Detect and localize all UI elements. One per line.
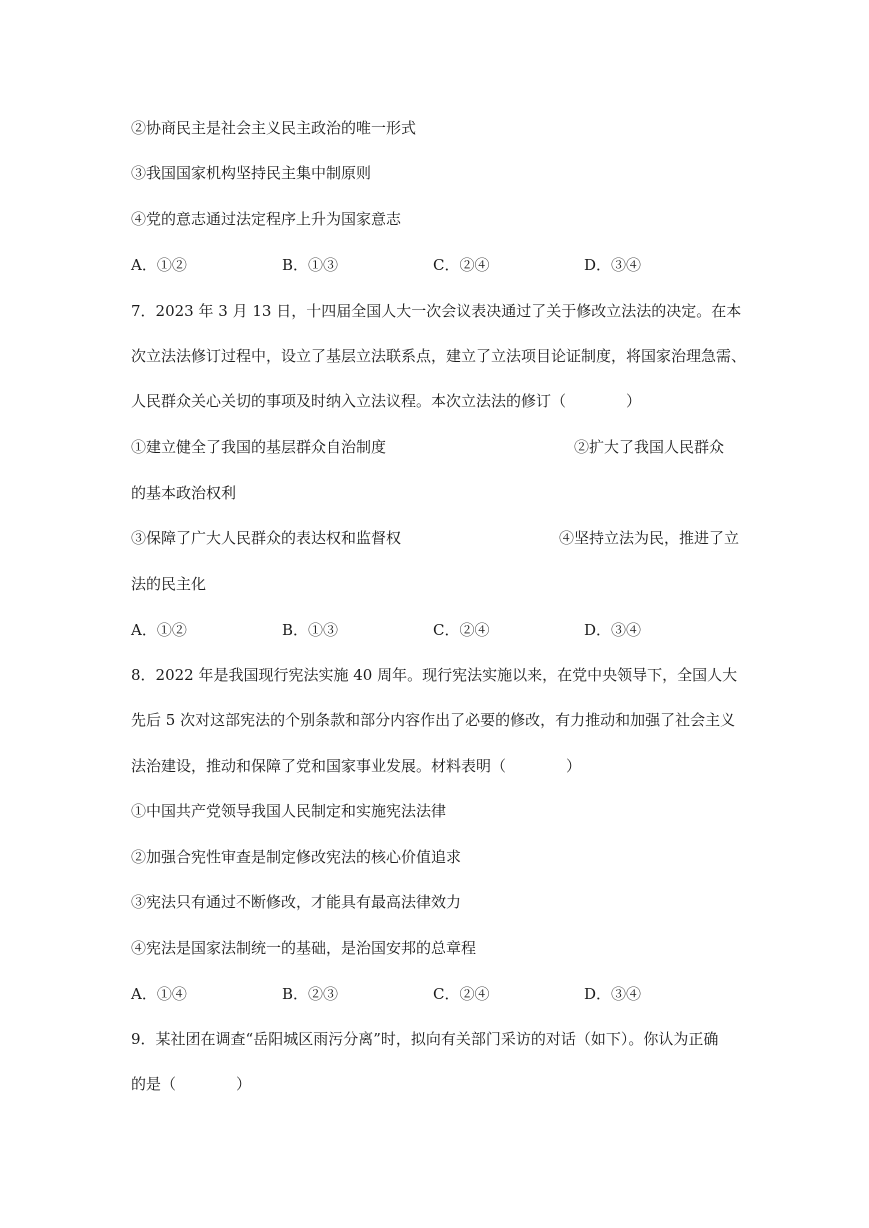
- q6-statement-2: ②协商民主是社会主义民主政治的唯一形式: [131, 119, 417, 137]
- q8-stem-line-1: 8．2022 年是我国现行宪法实施 40 周年。现行宪法实施以来，在党中央领导下，全国人大: [131, 666, 738, 684]
- q7-stem-line-2: 次立法法修订过程中，设立了基层立法联系点，建立了立法项目论证制度，将国家治理急需、: [131, 347, 747, 365]
- q6-statement-3: ③我国国家机构坚持民主集中制原则: [131, 164, 372, 182]
- q6-option-c: C．②④: [433, 256, 490, 274]
- q6-statement-4: ④党的意志通过法定程序上升为国家意志: [131, 210, 402, 228]
- q7-stem-line-3: 人民群众关心关切的事项及时纳入立法议程。本次立法法的修订（ ）: [131, 392, 642, 410]
- q8-stem-line-3: 法治建设，推动和保障了党和国家事业发展。材料表明（ ）: [131, 757, 582, 775]
- q7-statement-4: ④坚持立法为民，推进了立: [559, 529, 740, 547]
- q7-statement-row-1: [131, 436, 738, 458]
- q7-statement-2: ②扩大了我国人民群众: [574, 438, 725, 456]
- q8-option-a: A．①④: [131, 985, 187, 1003]
- q8-option-b: B．②③: [282, 985, 339, 1003]
- q8-statement-2: ②加强合宪性审查是制定修改宪法的核心价值追求: [131, 848, 462, 866]
- q7-option-b: B．①③: [282, 621, 339, 639]
- q6-option-d: D．③④: [584, 256, 642, 274]
- q9-stem-line-1: 9．某社团在调查“岳阳城区雨污分离”时，拟向有关部门采访的对话（如下）。你认为正确: [131, 1030, 719, 1048]
- q8-option-c: C．②④: [433, 985, 490, 1003]
- q7-option-d: D．③④: [584, 621, 642, 639]
- q7-option-c: C．②④: [433, 621, 490, 639]
- q6-option-a: A．①②: [131, 256, 187, 274]
- q8-statement-3: ③宪法只有通过不断修改，才能具有最高法律效力: [131, 893, 462, 911]
- q8-option-d: D．③④: [584, 985, 642, 1003]
- q7-statement-3: ③保障了广大人民群众的表达权和监督权: [131, 529, 402, 547]
- q7-statement-4-cont: 法的民主化: [131, 575, 207, 593]
- q8-statement-4: ④宪法是国家法制统一的基础，是治国安邦的总章程: [131, 939, 477, 957]
- q7-stem-line-1: 7．2023 年 3 月 13 日，十四届全国人大一次会议表决通过了关于修改立法法的决定。在本: [131, 302, 742, 320]
- q7-statement-2-cont: 的基本政治权利: [131, 484, 237, 502]
- q7-option-a: A．①②: [131, 621, 187, 639]
- q8-statement-1: ①中国共产党领导我国人民制定和实施宪法法律: [131, 802, 447, 820]
- q6-option-b: B．①③: [282, 256, 339, 274]
- q7-statement-row-2: [131, 527, 738, 549]
- q7-statement-1: ①建立健全了我国的基层群众自治制度: [131, 438, 387, 456]
- q9-stem-line-2: 的是（ ）: [131, 1075, 252, 1093]
- q8-stem-line-2: 先后 5 次对这部宪法的个别条款和部分内容作出了必要的修改，有力推动和加强了社会主义: [131, 711, 736, 729]
